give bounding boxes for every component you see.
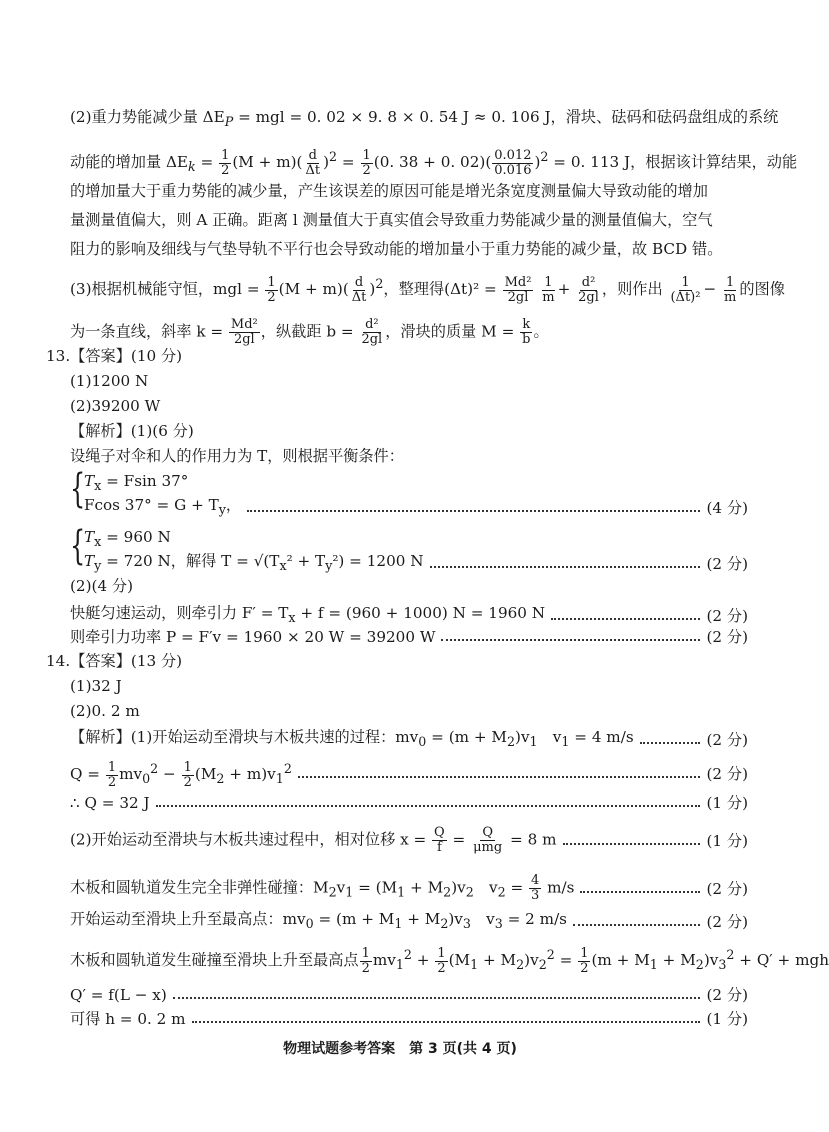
q14-answer-2: (2)0. 2 m <box>70 702 140 720</box>
q13-answer-1: (1)1200 N <box>70 372 149 390</box>
q14-heat-result: ∴ Q = 32 J (1 分) <box>70 794 748 812</box>
q13-eq2-bottom: $T_y = 720$ N，解得 $T = √(T_x^2 + T_y^2) = 1200$ N (2 分) <box>84 552 748 574</box>
q12-line-5: 阻力的影响及细线与气垫导轨不平行也会导致动能的增加量小于重力势能的减少量，故 BCD 错。 <box>70 240 723 258</box>
q14-energy: 木板和圆轨道发生碰撞至滑块上升至最高点 $\frac{1}{2}$ $mv_1^2$ + $\frac{1}{2}$ $(M_1 + M_2)v_2^2$ = $\frac{1}{2}$ $(m + M_1 + M_2)v_3^2 + Q'$ + mgh <box>70 945 829 976</box>
q14-displacement: (2)开始运动至滑块与木板共速过程中，相对位移 x = $\frac{Q}{f}$ = $\frac{Q}{\text{μmg}}$ = 8 m (1 分) <box>70 825 748 855</box>
brace-2: { <box>70 523 86 569</box>
q14-answer-1: (1)32 J <box>70 677 122 695</box>
q13-setup: 设绳子对伞和人的作用力为 T，则根据平衡条件： <box>70 447 404 465</box>
q14-collision: 木板和圆轨道发生完全非弹性碰撞：$M_2v_1 = (M_1 + M_2)v_2$ $v_2$ = $\frac{4}{3}$ m/s (2 分) <box>70 873 748 903</box>
q14-heat-eq: Q = $\frac{1}{2}$ $mv_0^2$ − $\frac{1}{2}$ $(M_2 + m)v_1^2$ (2 分) <box>70 759 748 790</box>
q13-analysis-title: 【解析】(1)(6 分) <box>70 422 194 440</box>
q13-eq1-top: $T_x = Fsin$ 37° <box>84 472 189 494</box>
q14-header: 14.【答案】(13 分) <box>46 652 183 670</box>
q13-part2: (2)(4 分) <box>70 577 134 595</box>
q14-highest-point: 开始运动至滑块上升至最高点：$mv_0 = (m + M_1 + M_2)v_3$ $v_3 = 2$ m/s (2 分) <box>70 910 748 932</box>
q12-line-4: 量测量值偏大，则 A 正确。距离 l 测量值大于真实值会导致重力势能减少量的测量值偏大，空气 <box>70 211 713 229</box>
q14-friction-heat: Q′ = f(L − x) (2 分) <box>70 986 748 1004</box>
q13-header: 13.【答案】(10 分) <box>46 347 183 365</box>
q12-line-1: (2)重力势能减少量 $\Delta E_P$ = mgl = 0. 02 × 9. 8 × 0. 54 J ≈ 0. 106 J，滑块、砝码和砝码盘组成的系统 <box>70 108 779 130</box>
q12-line-2: 动能的增加量 $\Delta E_k$ = $\frac{1}{2}$ (M + m)( $\frac{d}{\Delta t}$ )$^2$ = $\frac{1}{2}$ (0. 38 + 0. 02)( $\frac{0.012}{0.016}$ )$^2$ = 0. 113 J，根据该计算结果，动能 <box>70 147 798 178</box>
page-footer: 物理试题参考答案 第 3 页(共 4 页) <box>283 1041 517 1057</box>
brace-1: { <box>70 466 86 512</box>
q13-power: 则牵引力功率 P = F′v = 1960 × 20 W = 39200 W (2 分) <box>70 628 748 646</box>
q14-height: 可得 h = 0. 2 m (1 分) <box>70 1010 748 1028</box>
q13-answer-2: (2)39200 W <box>70 397 161 415</box>
q13-traction: 快艇匀速运动，则牵引力 $F' = T_x + f = (960 + 1000) N = 1960$ N (2 分) <box>70 604 748 626</box>
q12-line-3: 的增加量大于重力势能的减少量，产生该误差的原因可能是增光条宽度测量偏大导致动能的增加 <box>70 182 708 200</box>
q12-line-7: 为一条直线，斜率 k = $\frac{\text{Md²}}{2gl}$ ，纵截距 b = $\frac{\text{d²}}{2gl}$ ，滑块的质量 M = $\frac{k}{b}$ 。 <box>70 317 549 347</box>
q14-momentum-1: 【解析】(1)开始运动至滑块与木板共速的过程：$mv_0 = (m + M_2)v_1$ $v_1 = 4$ m/s (2 分) <box>70 728 748 750</box>
q13-eq2-top: $T_x = 960$ N <box>84 528 171 550</box>
q12-line-6: (3)根据机械能守恒，mgl = $\frac{1}{2}$ (M + m)( $\frac{d}{\Delta t}$ )$^2$，整理得(Δt)² = $\frac{\text{Md²}}{2gl}$ $\frac{1}{m}$ + $\frac{\text{d²}}{2gl}$ ，则作出 $\frac{1}{\text{(Δt)²}}$ − $\frac{1}{m}$ 的图像 <box>70 274 785 305</box>
q13-eq1-bottom: Fcos $37^\circ = G + T_y$， (4 分) <box>84 496 748 518</box>
